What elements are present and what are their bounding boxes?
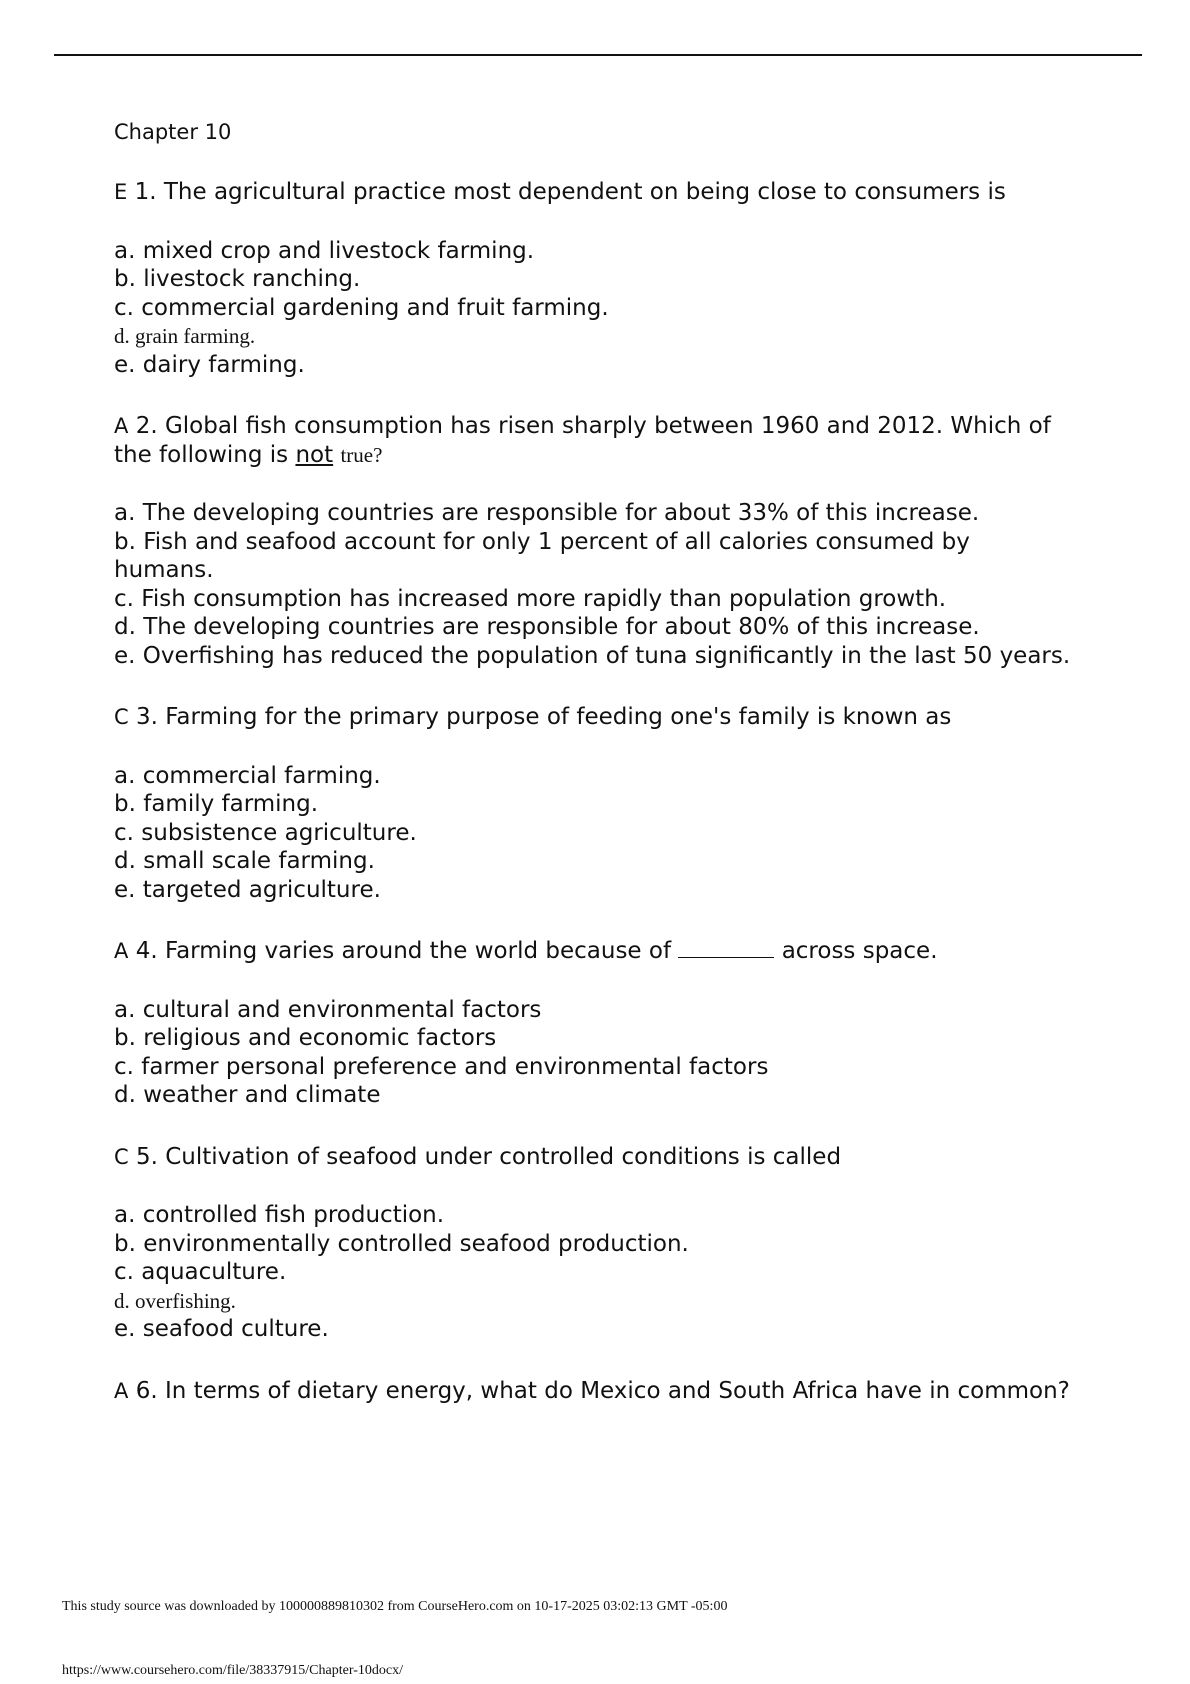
question-1 (114, 178, 1074, 379)
option-e: e. dairy farming. (114, 351, 305, 378)
question-2 (114, 412, 1074, 670)
option-e: e. targeted agriculture. (114, 876, 381, 903)
question-3 (114, 703, 1074, 904)
option-d: d. grain farming. (114, 324, 256, 348)
question-4 (114, 937, 1074, 1110)
question-number: 6. (135, 1377, 158, 1404)
question-text: Farming varies around the world because of (164, 938, 672, 964)
option-d: d. overfishing. (114, 1288, 236, 1313)
option-a: a. cultural and environmental factors (114, 996, 542, 1023)
top-rule (54, 54, 1142, 56)
option-b: b. Fish and seafood account for only 1 percent of all calories consumed by humans. (114, 528, 970, 583)
question-number: 4. (135, 938, 158, 964)
option-list (114, 1201, 1074, 1344)
option-list (114, 996, 1074, 1110)
option-c: c. aquaculture. (114, 1259, 287, 1285)
question-stem (114, 1377, 1074, 1406)
option-b: b. livestock ranching. (114, 266, 361, 292)
answer-key: A (114, 1378, 129, 1403)
question-number: 3. (135, 704, 158, 730)
question-number: 1. (134, 179, 157, 205)
question-text: Cultivation of seafood under controlled conditions is called (165, 1143, 842, 1170)
option-c: c. subsistence agriculture. (114, 819, 417, 846)
option-c: c. commercial gardening and fruit farming. (114, 294, 609, 321)
option-d: d. The developing countries are responsible for about 80% of this increase. (114, 614, 980, 640)
underlined-word: not (295, 441, 334, 468)
question-6 (114, 1377, 1074, 1406)
question-stem (114, 178, 1074, 207)
fill-in-blank (678, 939, 774, 958)
option-b: b. family farming. (114, 791, 319, 817)
question-text: Farming for the primary purpose of feeding one's family is known as (165, 704, 952, 730)
footer-source-line: This study source was downloaded by 100000889810302 from CourseHero.com on 10-17-2025 03:02:13 GMT -05:00 (62, 1599, 728, 1614)
option-e: e. Overfishing has reduced the population of tuna significantly in the last 50 years. (114, 642, 1071, 669)
option-b: b. religious and economic factors (114, 1025, 497, 1051)
option-d: d. small scale farming. (114, 848, 375, 874)
footer-url-line: https://www.coursehero.com/file/38337915/Chapter-10docx/ (62, 1663, 403, 1678)
option-d: d. weather and climate (114, 1082, 381, 1108)
chapter-title: Chapter 10 (114, 120, 232, 144)
option-e: e. seafood culture. (114, 1316, 329, 1342)
question-number: 5. (135, 1143, 158, 1170)
option-b: b. environmentally controlled seafood production. (114, 1230, 689, 1257)
option-list (114, 762, 1074, 905)
question-text: In terms of dietary energy, what do Mexico and South Africa have in common? (164, 1377, 1070, 1404)
option-a: a. commercial farming. (114, 762, 381, 789)
question-stem (114, 412, 1074, 469)
option-list (114, 237, 1074, 380)
answer-key: E (114, 180, 128, 204)
question-5 (114, 1143, 1074, 1344)
option-a: a. mixed crop and livestock farming. (114, 237, 535, 264)
question-text-end: true? (340, 442, 383, 467)
question-stem (114, 1143, 1074, 1172)
answer-key: C (114, 1144, 129, 1169)
option-a: a. controlled fish production. (114, 1202, 445, 1228)
answer-key: A (114, 414, 129, 438)
question-stem (114, 937, 1074, 966)
answer-key: A (114, 939, 129, 963)
answer-key: C (114, 705, 129, 729)
option-c: c. farmer personal preference and environmental factors (114, 1053, 769, 1080)
document-body (114, 118, 1074, 1438)
option-c: c. Fish consumption has increased more rapidly than population growth. (114, 585, 947, 612)
question-text: The agricultural practice most dependent on being close to consumers is (163, 179, 1006, 205)
question-number: 2. (135, 413, 158, 439)
option-a: a. The developing countries are responsible for about 33% of this increase. (114, 500, 980, 526)
option-list (114, 499, 1074, 670)
question-text: Global fish consumption has risen sharply between 1960 and 2012. Which of the following is (114, 413, 1051, 468)
question-text-end: across space. (781, 938, 938, 964)
question-stem (114, 703, 1074, 732)
